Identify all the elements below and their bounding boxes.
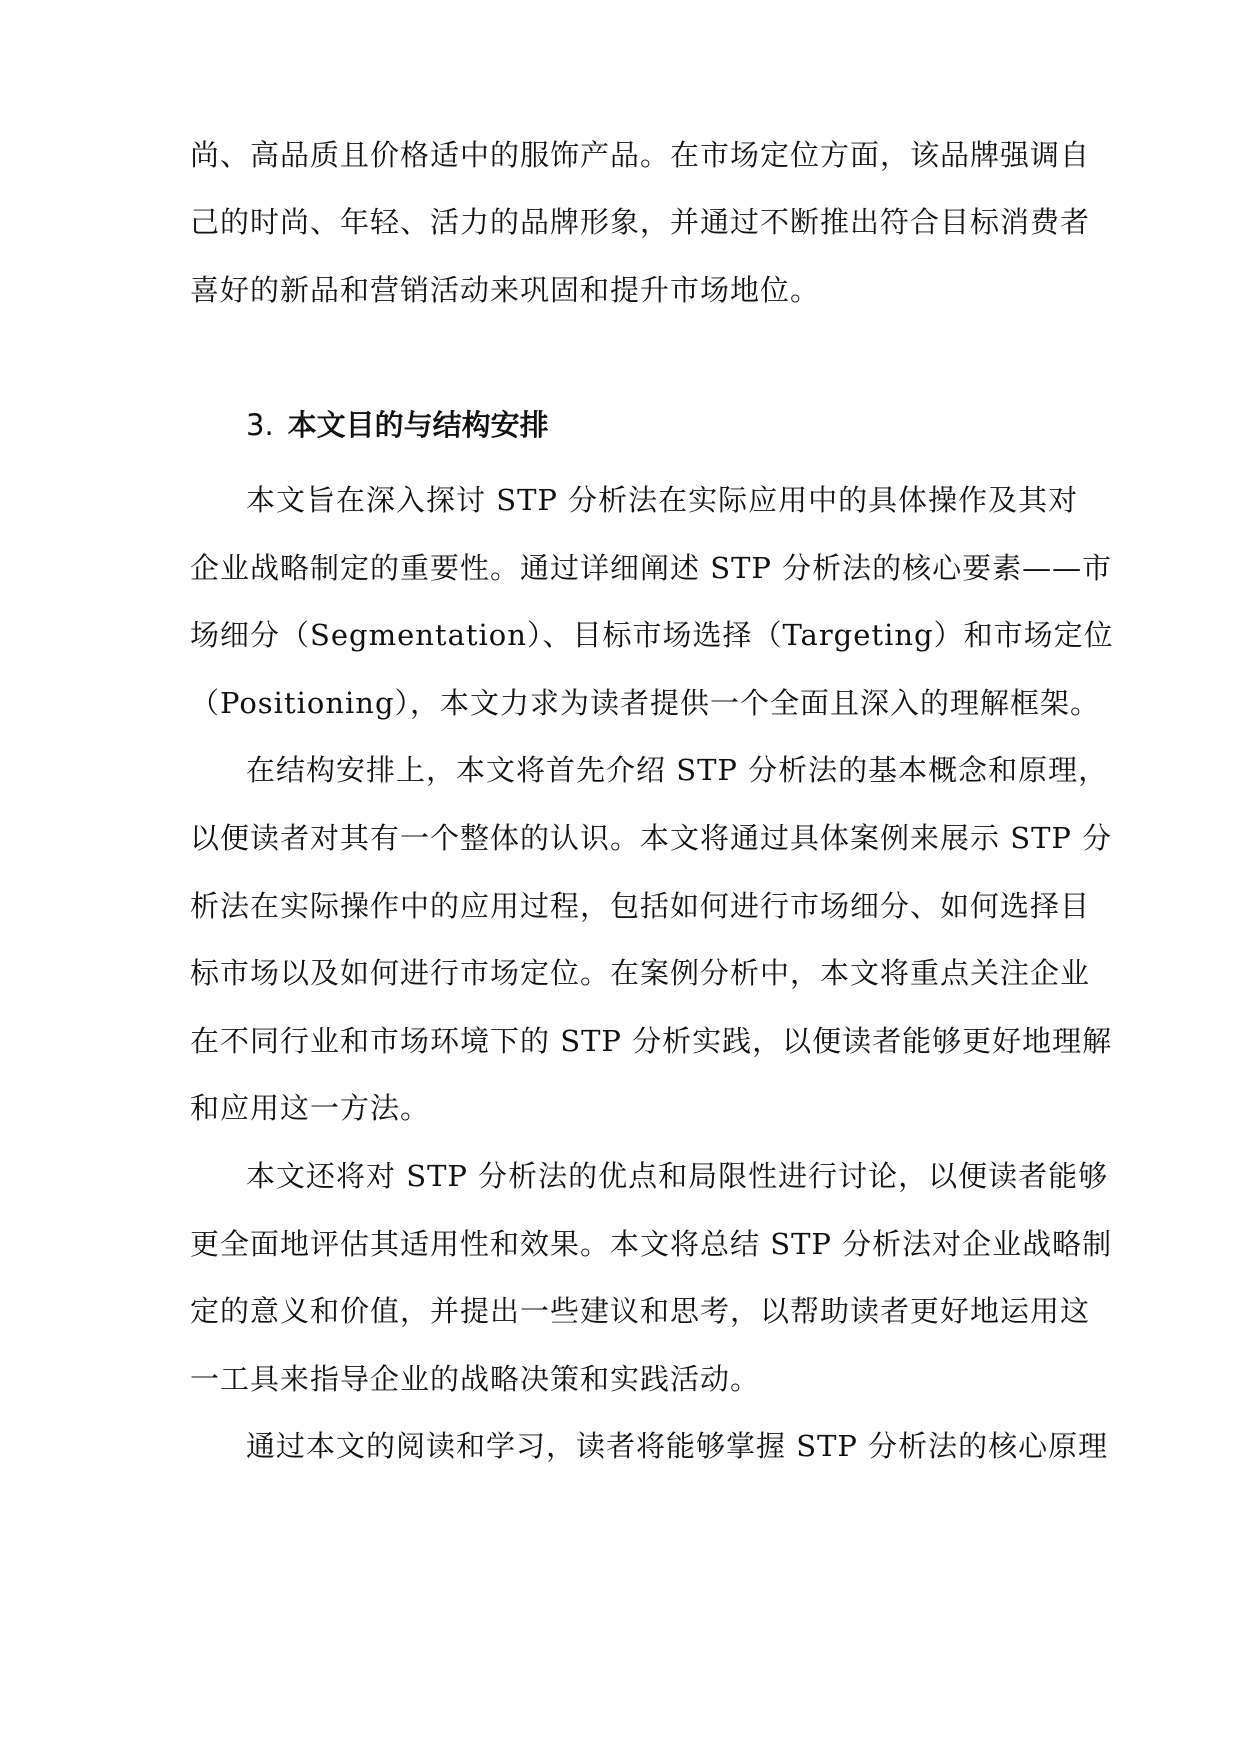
section-heading <box>246 405 549 445</box>
paragraph-2-line-1: 在结构安排上，本文将首先介绍 STP 分析法的基本概念和原理， <box>246 753 1109 787</box>
paragraph-3-line-3: 定的意义和价值，并提出一些建议和思考，以帮助读者更好地运用这 <box>190 1294 1091 1328</box>
paragraph-1-line-4: （Positioning），本文力求为读者提供一个全面且深入的理解框架。 <box>190 686 1101 720</box>
paragraph-2-line-2: 以便读者对其有一个整体的认识。本文将通过具体案例来展示 STP 分 <box>190 821 1113 855</box>
paragraph-3-line-4: 一工具来指导企业的战略决策和实践活动。 <box>190 1362 761 1396</box>
paragraph-prev-line-1: 尚、高品质且价格适中的服饰产品。在市场定位方面，该品牌强调自 <box>190 138 1091 172</box>
paragraph-1-line-1: 本文旨在深入探讨 STP 分析法在实际应用中的具体操作及其对 <box>246 483 1079 517</box>
paragraph-2-line-6: 和应用这一方法。 <box>190 1091 431 1125</box>
paragraph-4-line-1: 通过本文的阅读和学习，读者将能够掌握 STP 分析法的核心原理 <box>246 1429 1109 1463</box>
paragraph-3-line-1: 本文还将对 STP 分析法的优点和局限性进行讨论，以便读者能够 <box>246 1159 1109 1193</box>
paragraph-2-line-3: 析法在实际操作中的应用过程，包括如何进行市场细分、如何选择目 <box>190 889 1091 923</box>
paragraph-1-line-2: 企业战略制定的重要性。通过详细阐述 STP 分析法的核心要素——市 <box>190 551 1113 585</box>
section-number: 3. <box>246 408 274 442</box>
section-title: 本文目的与结构安排 <box>287 408 549 442</box>
paragraph-1-line-3: 场细分（Segmentation）、目标市场选择（Targeting）和市场定位 <box>190 618 1114 652</box>
paragraph-prev-line-3: 喜好的新品和营销活动来巩固和提升市场地位。 <box>190 273 821 307</box>
paragraph-prev-line-2: 己的时尚、年轻、活力的品牌形象，并通过不断推出符合目标消费者 <box>190 205 1091 239</box>
paragraph-2-line-5: 在不同行业和市场环境下的 STP 分析实践，以便读者能够更好地理解 <box>190 1024 1113 1058</box>
paragraph-2-line-4: 标市场以及如何进行市场定位。在案例分析中，本文将重点关注企业 <box>190 956 1091 990</box>
paragraph-3-line-2: 更全面地评估其适用性和效果。本文将总结 STP 分析法对企业战略制 <box>190 1227 1113 1261</box>
